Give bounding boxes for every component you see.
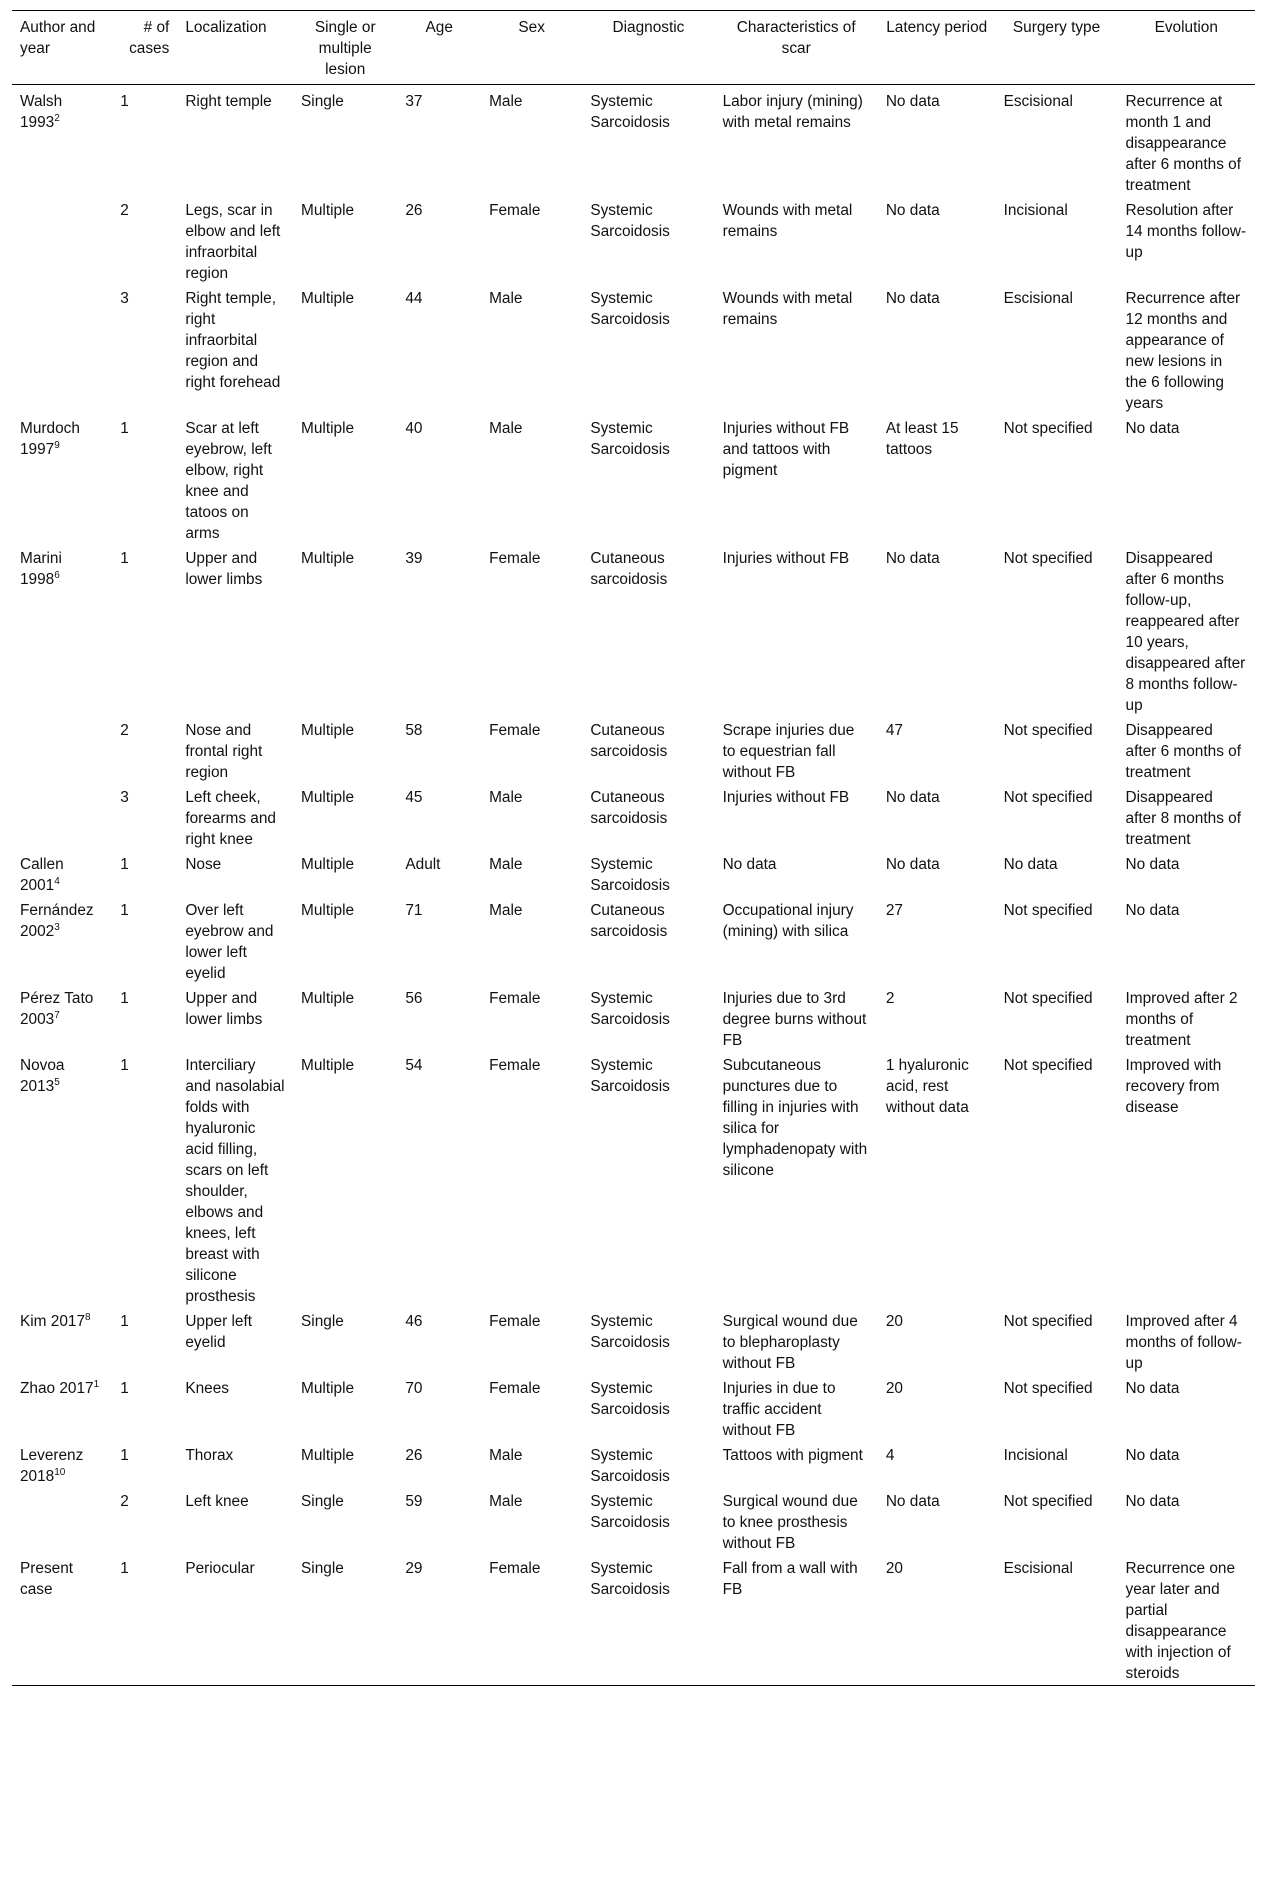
reference-superscript: 6 (54, 569, 60, 581)
cell-author (12, 851, 112, 897)
col-header-age: Age (425, 19, 453, 36)
cell-sex: Female (489, 1380, 541, 1397)
cell-author (12, 784, 112, 851)
cell-diagnostic: Systemic Sarcoidosis (590, 856, 670, 894)
cell-latency: No data (885, 93, 940, 110)
table-row (12, 1052, 1255, 1308)
cell-localization: Nose (185, 856, 222, 873)
cell-scar: Fall from a wall with FB (722, 1560, 858, 1598)
cell-author (12, 1308, 112, 1375)
cell-surgery: Not specified (1003, 722, 1093, 739)
cell-sex: Female (489, 1560, 541, 1577)
cell-lesion: Multiple (301, 202, 355, 219)
cell-surgery: Not specified (1003, 1380, 1093, 1397)
cell-scar: Injuries due to 3rd degree burns without FB (722, 990, 867, 1049)
cell-latency: No data (885, 290, 940, 307)
cell-cases: 3 (120, 290, 129, 307)
cell-surgery: Incisional (1003, 202, 1068, 219)
cell-age: 71 (405, 902, 423, 919)
cell-cases: 1 (120, 93, 129, 110)
cell-sex: Female (489, 1057, 541, 1074)
cell-surgery: Not specified (1003, 1313, 1093, 1330)
cell-localization: Left cheek, forearms and right knee (185, 789, 276, 848)
cell-surgery: Not specified (1003, 550, 1093, 567)
author-text: Leverenz 2018 (20, 1447, 84, 1485)
cell-evolution: Improved after 4 months of follow-up (1125, 1313, 1242, 1372)
cell-age: 39 (405, 550, 423, 567)
cell-localization: Thorax (185, 1447, 234, 1464)
cell-cases: 1 (120, 1057, 129, 1074)
cell-lesion: Single (301, 1313, 344, 1330)
cell-cases: 1 (120, 550, 129, 567)
col-header-lesion: Single or multiple lesion (314, 19, 376, 78)
table-header-row (12, 11, 1255, 85)
cell-latency: No data (885, 550, 940, 567)
cell-cases: 3 (120, 789, 129, 806)
cell-surgery: Not specified (1003, 1493, 1093, 1510)
cell-diagnostic: Systemic Sarcoidosis (590, 1560, 670, 1598)
cell-cases: 1 (120, 420, 129, 437)
cell-lesion: Multiple (301, 1057, 355, 1074)
cell-age: 37 (405, 93, 423, 110)
cell-age: 26 (405, 1447, 423, 1464)
cell-cases: 1 (120, 1560, 129, 1577)
cell-author (12, 897, 112, 985)
col-header-surgery: Surgery type (1012, 19, 1101, 36)
cell-diagnostic: Systemic Sarcoidosis (590, 990, 670, 1028)
cell-latency: No data (885, 789, 940, 806)
table-row (12, 545, 1255, 717)
col-header-sex: Sex (518, 19, 545, 36)
cell-diagnostic: Systemic Sarcoidosis (590, 1313, 670, 1351)
cell-diagnostic: Cutaneous sarcoidosis (590, 789, 668, 827)
table-row (12, 1442, 1255, 1488)
cell-age: 56 (405, 990, 423, 1007)
cell-latency: No data (885, 856, 940, 873)
cell-scar: No data (722, 856, 777, 873)
cell-cases: 1 (120, 1447, 129, 1464)
cell-latency: 20 (885, 1380, 903, 1397)
cell-sex: Male (489, 1447, 523, 1464)
cell-surgery: Incisional (1003, 1447, 1068, 1464)
cell-surgery: Escisional (1003, 290, 1073, 307)
table-row (12, 1375, 1255, 1442)
cell-scar: Labor injury (mining) with metal remains (722, 93, 863, 131)
cell-latency: 47 (885, 722, 903, 739)
cell-evolution: No data (1125, 902, 1180, 919)
cell-diagnostic: Cutaneous sarcoidosis (590, 902, 668, 940)
cell-cases: 2 (120, 202, 129, 219)
cell-lesion: Single (301, 93, 344, 110)
table-row (12, 784, 1255, 851)
cell-evolution: Recurrence after 12 months and appearance of new lesions in the 6 following years (1125, 290, 1241, 412)
cell-scar: Injuries without FB (722, 789, 850, 806)
cell-scar: Wounds with metal remains (722, 202, 853, 240)
cell-latency: 20 (885, 1313, 903, 1330)
cell-sex: Male (489, 93, 523, 110)
cell-surgery: Not specified (1003, 789, 1093, 806)
cell-scar: Scrape injuries due to equestrian fall without FB (722, 722, 855, 781)
cell-author (12, 1442, 112, 1488)
table-row (12, 1555, 1255, 1686)
cell-author (12, 717, 112, 784)
cell-age: Adult (405, 856, 441, 873)
cell-surgery: Escisional (1003, 93, 1073, 110)
cell-scar: Injuries in due to traffic accident without FB (722, 1380, 836, 1439)
reference-superscript: 3 (54, 921, 60, 933)
cell-cases: 1 (120, 1380, 129, 1397)
cell-lesion: Multiple (301, 1380, 355, 1397)
cell-author (12, 285, 112, 415)
cell-surgery: Not specified (1003, 420, 1093, 437)
cell-localization: Legs, scar in elbow and left infraorbital region (185, 202, 281, 282)
cell-surgery: No data (1003, 856, 1058, 873)
cell-lesion: Multiple (301, 550, 355, 567)
cell-localization: Knees (185, 1380, 229, 1397)
cell-sex: Male (489, 290, 523, 307)
cell-latency: 4 (885, 1447, 895, 1464)
cell-localization: Periocular (185, 1560, 255, 1577)
author-text: Novoa 2013 (20, 1057, 65, 1095)
cell-evolution: No data (1125, 1447, 1180, 1464)
cell-localization: Right temple (185, 93, 272, 110)
cell-sex: Female (489, 722, 541, 739)
cell-diagnostic: Systemic Sarcoidosis (590, 1380, 670, 1418)
cell-diagnostic: Cutaneous sarcoidosis (590, 722, 668, 760)
cell-scar: Tattoos with pigment (722, 1447, 863, 1464)
cell-diagnostic: Systemic Sarcoidosis (590, 420, 670, 458)
cell-cases: 1 (120, 856, 129, 873)
author-text: Marini 1998 (20, 550, 62, 588)
table-row (12, 851, 1255, 897)
cell-age: 54 (405, 1057, 423, 1074)
cell-lesion: Multiple (301, 290, 355, 307)
cell-localization: Upper and lower limbs (185, 550, 263, 588)
cell-evolution: No data (1125, 420, 1180, 437)
cell-author (12, 197, 112, 285)
cell-evolution: No data (1125, 856, 1180, 873)
cell-lesion: Multiple (301, 902, 355, 919)
cell-diagnostic: Systemic Sarcoidosis (590, 290, 670, 328)
reference-superscript: 4 (54, 875, 60, 887)
cell-localization: Nose and frontal right region (185, 722, 263, 781)
cell-sex: Male (489, 1493, 523, 1510)
cell-author (12, 545, 112, 717)
cell-age: 44 (405, 290, 423, 307)
reference-superscript: 1 (93, 1378, 100, 1390)
cell-diagnostic: Systemic Sarcoidosis (590, 202, 670, 240)
table-row (12, 415, 1255, 545)
cell-latency: No data (885, 1493, 940, 1510)
cell-scar: Injuries without FB (722, 550, 850, 567)
cell-sex: Female (489, 202, 541, 219)
cell-cases: 1 (120, 902, 129, 919)
cell-author (12, 85, 112, 198)
cell-lesion: Multiple (301, 722, 355, 739)
table-row (12, 985, 1255, 1052)
cell-latency: 20 (885, 1560, 903, 1577)
cell-evolution: No data (1125, 1493, 1180, 1510)
author-text: Fernández 2002 (20, 902, 94, 940)
cell-latency: At least 15 tattoos (885, 420, 959, 458)
reference-superscript: 9 (54, 439, 60, 451)
cell-surgery: Not specified (1003, 990, 1093, 1007)
table-row (12, 1308, 1255, 1375)
cell-sex: Male (489, 856, 523, 873)
cell-author (12, 985, 112, 1052)
cell-diagnostic: Systemic Sarcoidosis (590, 1493, 670, 1531)
col-header-latency: Latency period (886, 19, 988, 36)
cell-localization: Left knee (185, 1493, 249, 1510)
cell-localization: Upper left eyelid (185, 1313, 253, 1351)
cell-author (12, 1375, 112, 1442)
col-header-evolution: Evolution (1154, 19, 1218, 36)
cell-diagnostic: Systemic Sarcoidosis (590, 1057, 670, 1095)
cell-scar: Subcutaneous punctures due to filling in injuries with silica for lymphadenopaty with silicone (722, 1057, 868, 1179)
cell-latency: 2 (885, 990, 895, 1007)
cell-latency: No data (885, 202, 940, 219)
cell-age: 45 (405, 789, 423, 806)
cell-localization: Over left eyebrow and lower left eyelid (185, 902, 274, 982)
cell-evolution: Resolution after 14 months follow-up (1125, 202, 1247, 261)
case-table (12, 10, 1255, 1686)
cell-sex: Male (489, 789, 523, 806)
cell-author (12, 1488, 112, 1555)
reference-superscript: 8 (85, 1311, 91, 1323)
author-text: Walsh 1993 (20, 93, 63, 131)
cell-evolution: Disappeared after 6 months follow-up, reappeared after 10 years, disappeared after 8 months follow-up (1125, 550, 1246, 714)
cell-scar: Wounds with metal remains (722, 290, 853, 328)
cell-lesion: Multiple (301, 1447, 355, 1464)
table-row (12, 197, 1255, 285)
cell-localization: Scar at left eyebrow, left elbow, right knee and tatoos on arms (185, 420, 272, 542)
author-text: Pérez Tato 2003 (20, 990, 94, 1028)
author-text: Murdoch 1997 (20, 420, 80, 458)
cell-cases: 1 (120, 990, 129, 1007)
cell-scar: Surgical wound due to blepharoplasty without FB (722, 1313, 858, 1372)
cell-author (12, 1555, 112, 1686)
cell-surgery: Escisional (1003, 1560, 1073, 1577)
cell-age: 29 (405, 1560, 423, 1577)
table-body (12, 85, 1255, 1686)
col-header-cases: # of cases (129, 19, 170, 57)
cell-age: 26 (405, 202, 423, 219)
cell-sex: Male (489, 420, 523, 437)
cell-age: 40 (405, 420, 423, 437)
cell-diagnostic: Systemic Sarcoidosis (590, 93, 670, 131)
cell-evolution: Disappeared after 8 months of treatment (1125, 789, 1242, 848)
cell-evolution: Improved after 2 months of treatment (1125, 990, 1238, 1049)
cell-scar: Surgical wound due to knee prosthesis without FB (722, 1493, 858, 1552)
col-header-scar: Characteristics of scar (736, 19, 856, 57)
author-text: Callen 2001 (20, 856, 64, 894)
cell-lesion: Multiple (301, 990, 355, 1007)
reference-superscript: 7 (54, 1009, 60, 1021)
cell-localization: Right temple, right infraorbital region and right forehead (185, 290, 281, 391)
table-row (12, 717, 1255, 784)
cell-scar: Injuries without FB and tattoos with pigment (722, 420, 850, 479)
cell-evolution: Disappeared after 6 months of treatment (1125, 722, 1242, 781)
cell-cases: 2 (120, 722, 129, 739)
cell-author (12, 1052, 112, 1308)
col-header-author: Author and year (20, 19, 96, 57)
cell-lesion: Single (301, 1493, 344, 1510)
cell-evolution: Recurrence at month 1 and disappearance after 6 months of treatment (1125, 93, 1242, 194)
cell-surgery: Not specified (1003, 902, 1093, 919)
cell-author (12, 415, 112, 545)
table-row (12, 897, 1255, 985)
cell-latency: 1 hyaluronic acid, rest without data (885, 1057, 969, 1116)
author-text: Kim 2017 (20, 1313, 86, 1330)
cell-localization: Interciliary and nasolabial folds with hyaluronic acid filling, scars on left shoulder, elbows and knees, left breast with silicone prosthesis (185, 1057, 285, 1305)
author-text: Present case (20, 1560, 74, 1598)
cell-sex: Female (489, 1313, 541, 1330)
cell-sex: Male (489, 902, 523, 919)
cell-age: 46 (405, 1313, 423, 1330)
table-row (12, 1488, 1255, 1555)
cell-diagnostic: Systemic Sarcoidosis (590, 1447, 670, 1485)
cell-sex: Female (489, 550, 541, 567)
col-header-localization: Localization (185, 19, 267, 36)
reference-superscript: 2 (54, 112, 60, 124)
cell-latency: 27 (885, 902, 903, 919)
reference-superscript: 10 (54, 1466, 66, 1478)
cell-surgery: Not specified (1003, 1057, 1093, 1074)
cell-diagnostic: Cutaneous sarcoidosis (590, 550, 668, 588)
table-row (12, 85, 1255, 198)
cell-age: 58 (405, 722, 423, 739)
cell-age: 59 (405, 1493, 423, 1510)
cell-scar: Occupational injury (mining) with silica (722, 902, 854, 940)
cell-sex: Female (489, 990, 541, 1007)
cell-evolution: Recurrence one year later and partial disappearance with injection of steroids (1125, 1560, 1236, 1682)
reference-superscript: 5 (54, 1076, 60, 1088)
cell-cases: 2 (120, 1493, 129, 1510)
cell-age: 70 (405, 1380, 423, 1397)
author-text: Zhao 2017 (20, 1380, 94, 1397)
cell-evolution: Improved with recovery from disease (1125, 1057, 1222, 1116)
cell-lesion: Multiple (301, 856, 355, 873)
cell-lesion: Multiple (301, 789, 355, 806)
cell-cases: 1 (120, 1313, 129, 1330)
cell-evolution: No data (1125, 1380, 1180, 1397)
cell-lesion: Multiple (301, 420, 355, 437)
cell-lesion: Single (301, 1560, 344, 1577)
cell-localization: Upper and lower limbs (185, 990, 263, 1028)
col-header-diagnostic: Diagnostic (612, 19, 685, 36)
table-row (12, 285, 1255, 415)
